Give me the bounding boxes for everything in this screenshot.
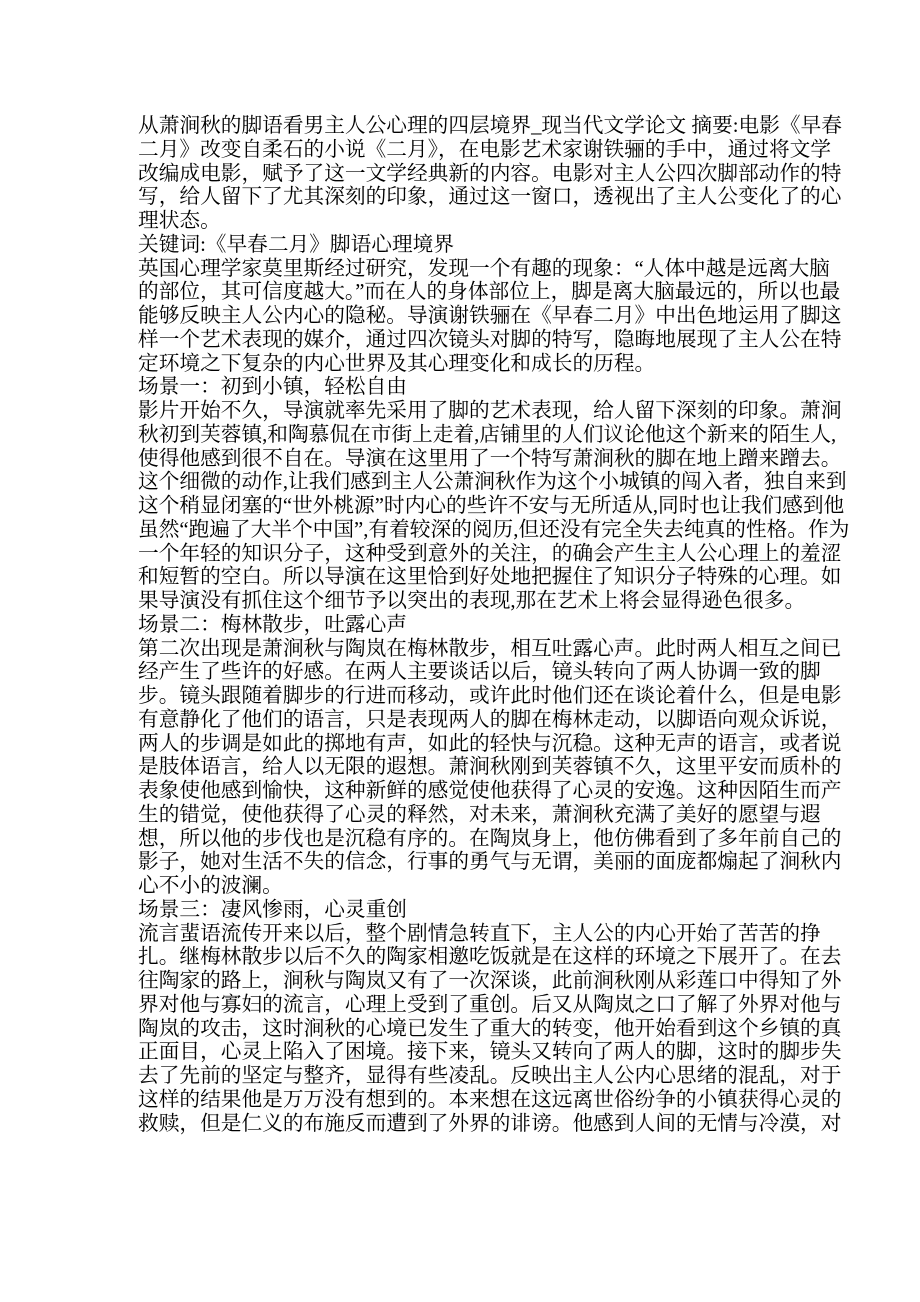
paragraph-scene-2: 第二次出现是萧涧秋与陶岚在梅林散步，相互吐露心声。此时两人相互之间已经产生了些许的好感。在两人主要谈话以后，镜头转向了两人协调一致的脚步。镜头跟随着脚步的行进而移动，或许此时他们还在谈论着什么，但是电影有意静化了他们的语言，只是表现两人的脚在梅林走动，以脚语向观众诉说，两人的步调是如此的掷地有声，如此的轻快与沉稳。这种无声的语言，或者说是肢体语言，给人以无限的遐想。萧涧秋刚到芙蓉镇不久，这里平安而质朴的表象使他感到愉快，这种新鲜的感觉使他获得了心灵的安逸。这种因陌生而产生的错觉，使他获得了心灵的释然，对未来，萧涧秋充满了美好的愿望与遐想，所以他的步伐也是沉稳有序的。在陶岚身上，他仿佛看到了多年前自己的影子，她对生活不失的信念，行事的勇气与无谓，美丽的面庞都煽起了涧秋内心不小的波澜。 <box>138 637 842 897</box>
document-body <box>138 115 850 1136</box>
paragraph-keywords: 关键词:《早春二月》脚语心理境界 <box>138 233 455 256</box>
heading-scene-1: 场景一：初到小镇，轻松自由 <box>138 376 407 399</box>
paragraph-scene-1: 影片开始不久，导演就率先采用了脚的艺术表现，给人留下深刻的印象。萧涧秋初到芙蓉镇,和陶慕侃在市街上走着,店铺里的人们议论他这个新来的陌生人,使得他感到很不自在。导演在这里用了一个特写萧涧秋的脚在地上蹭来蹭去。这个细微的动作,让我们感到主人公萧涧秋作为这个小城镇的闯入者，独自来到这个稍显闭塞的“世外桃源”时内心的些许不安与无所适从,同时也让我们感到他虽然“跑遍了大半个中国”,有着较深的阅历,但还没有完全失去纯真的性格。作为一个年轻的知识分子，这种受到意外的关注，的确会产生主人公心理上的羞涩和短暂的空白。所以导演在这里恰到好处地把握住了知识分子特殊的心理。如果导演没有抓住这个细节予以突出的表现,那在艺术上将会显得逊色很多。 <box>138 400 850 612</box>
paragraph-title-abstract: 从萧涧秋的脚语看男主人公心理的四层境界_现当代文学论文 摘要:电影《早春二月》改变自柔石的小说《二月》，在电影艺术家谢铁骊的手中，通过将文学改编成电影，赋予了这一文学经典新的内容。电影对主人公四次脚部动作的特写，给人留下了尤其深刻的印象，通过这一窗口，透视出了主人公变化了的心理状态。 <box>138 115 842 232</box>
paragraph-intro: 英国心理学家莫里斯经过研究，发现一个有趣的现象：“人体中越是远离大脑的部位，其可信度越大。”而在人的身体部位上，脚是离大脑最远的，所以也最能够反映主人公内心的隐秘。导演谢铁骊在《早春二月》中出色地运用了脚这样一个艺术表现的媒介，通过四次镜头对脚的特写，隐晦地展现了主人公在特定环境之下复杂的内心世界及其心理变化和成长的历程。 <box>138 257 842 375</box>
heading-scene-2: 场景二：梅林散步，吐露心声 <box>138 613 407 636</box>
paragraph-scene-3: 流言蜚语流传开来以后，整个剧情急转直下，主人公的内心开始了苦苦的挣扎。继梅林散步以后不久的陶家相邀吃饭就是在这样的环境之下展开了。在去往陶家的路上，涧秋与陶岚又有了一次深谈，此前涧秋刚从彩莲口中得知了外界对他与寡妇的流言，心理上受到了重创。后又从陶岚之口了解了外界对他与陶岚的攻击，这时涧秋的心境已发生了重大的转变，他开始看到这个乡镇的真正面目，心灵上陷入了困境。接下来，镜头又转向了两人的脚，这时的脚步失去了先前的坚定与整齐，显得有些凌乱。反映出主人公内心思绪的混乱，对于这样的结果他是万万没有想到的。本来想在这远离世俗纷争的小镇获得心灵的救赎，但是仁义的布施反而遭到了外界的诽谤。他感到人间的无情与冷漠，对 <box>138 922 842 1135</box>
heading-scene-3: 场景三：凄风惨雨，心灵重创 <box>138 898 407 921</box>
